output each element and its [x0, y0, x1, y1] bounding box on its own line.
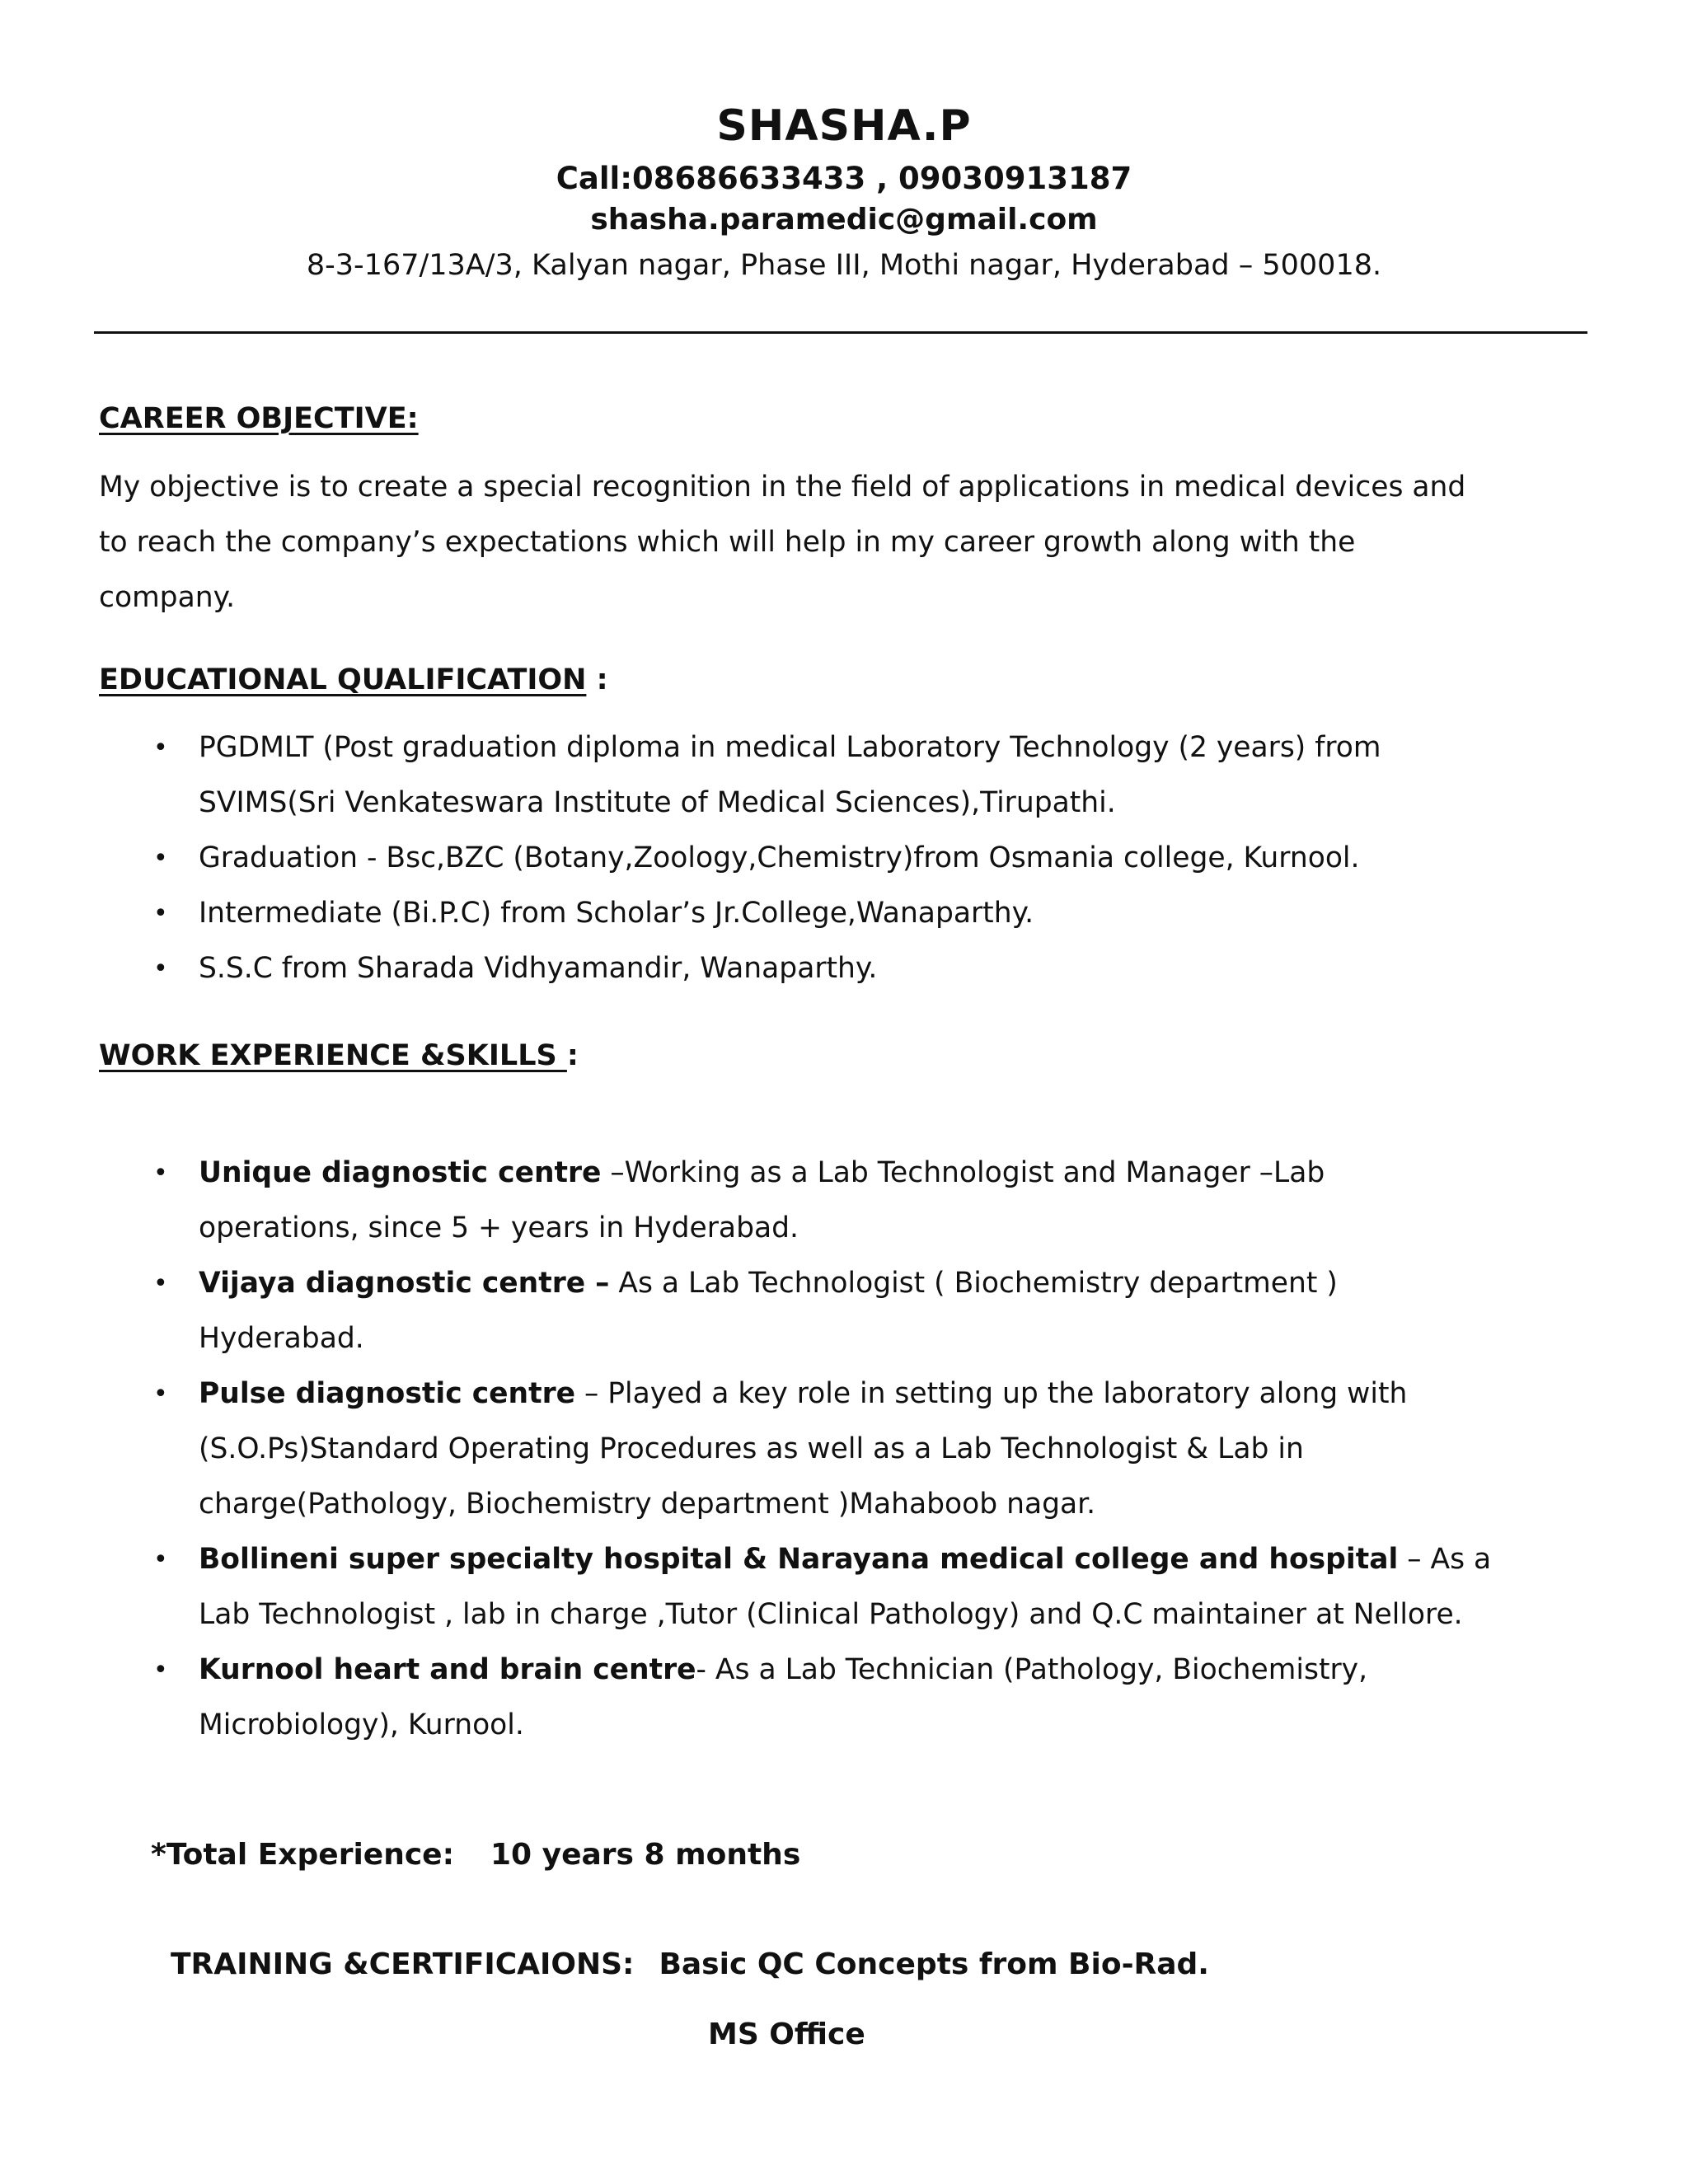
role-text: –Working as a Lab Technologist and Manager –Lab [601, 1156, 1325, 1189]
bullet-icon: • [153, 954, 168, 983]
bullet-icon: • [153, 1656, 168, 1685]
bullet-icon: • [153, 844, 168, 873]
header-divider [94, 331, 1587, 334]
work-experience-heading [99, 1036, 579, 1076]
training-item: Basic QC Concepts from Bio-Rad. [659, 1947, 1209, 1981]
education-heading [99, 660, 608, 700]
education-title: EDUCATIONAL QUALIFICATION [99, 663, 587, 696]
postal-address: 8-3-167/13A/3, Kalyan nagar, Phase III, Mothi nagar, Hyderabad – 500018. [306, 249, 1382, 282]
career-objective-line: My objective is to create a special recognition in the field of applications in medical devices and [99, 471, 1466, 504]
role-text: Lab Technologist , lab in charge ,Tutor (Clinical Pathology) and Q.C maintainer at Nellore. [199, 1598, 1463, 1631]
role-text: – Played a key role in setting up the laboratory along with [575, 1377, 1408, 1410]
bullet-icon: • [153, 1159, 168, 1188]
education-item-line: Intermediate (Bi.P.C) from Scholar’s Jr.College,Wanaparthy. [199, 897, 1034, 930]
list-item [99, 1643, 1582, 1753]
career-objective-line: to reach the company’s expectations which will help in my career growth along with the [99, 526, 1356, 559]
role-text: - As a Lab Technician (Pathology, Biochemistry, [696, 1653, 1368, 1686]
role-text: – As a [1398, 1543, 1492, 1576]
role-text: charge(Pathology, Biochemistry department )Mahaboob nagar. [199, 1488, 1096, 1521]
career-objective-heading [99, 399, 419, 438]
bullet-icon: • [153, 899, 168, 928]
employer-name: Unique diagnostic centre [199, 1156, 602, 1189]
employer-name: Kurnool heart and brain centre [199, 1653, 696, 1686]
employer-name: Bollineni super specialty hospital & Narayana medical college and hospital [199, 1543, 1399, 1576]
education-title-suffix: : [586, 663, 608, 696]
list-item [99, 1256, 1582, 1366]
education-item-line: SVIMS(Sri Venkateswara Institute of Medical Sciences),Tirupathi. [199, 786, 1116, 819]
career-objective-text [99, 460, 1582, 626]
list-item [99, 941, 1582, 996]
bullet-icon: • [153, 733, 168, 762]
employer-name: Vijaya diagnostic centre – [199, 1267, 610, 1300]
role-text: Microbiology), Kurnool. [199, 1708, 524, 1741]
list-item [99, 1366, 1582, 1532]
candidate-name: SHASHA.P [716, 101, 972, 151]
training-item: MS Office [708, 2018, 865, 2051]
role-text: (S.O.Ps)Standard Operating Procedures as well as a Lab Technologist & Lab in [199, 1432, 1304, 1465]
education-list [99, 720, 1582, 996]
work-experience-title-suffix: : [566, 1039, 579, 1072]
list-item [99, 886, 1582, 941]
list-item [99, 720, 1582, 831]
list-item [99, 831, 1582, 886]
education-item-line: Graduation - Bsc,BZC (Botany,Zoology,Chemistry)from Osmania college, Kurnool. [199, 841, 1360, 874]
career-objective-line: company. [99, 581, 236, 614]
list-item [99, 1532, 1582, 1643]
total-experience [151, 1834, 800, 1877]
career-objective-title: CAREER OBJECTIVE: [99, 402, 419, 435]
bullet-icon: • [153, 1545, 168, 1574]
training-label: TRAINING &CERTIFICAIONS: [171, 1947, 635, 1981]
role-text: operations, since 5 + years in Hyderabad. [199, 1212, 799, 1244]
role-text: As a Lab Technologist ( Biochemistry department ) [609, 1267, 1338, 1300]
work-experience-list [99, 1146, 1582, 1753]
education-item-line: PGDMLT (Post graduation diploma in medical Laboratory Technology (2 years) from [199, 731, 1381, 764]
training-certifications [171, 1943, 1209, 1986]
bullet-icon: • [153, 1269, 168, 1298]
total-experience-value: 10 years 8 months [490, 1838, 801, 1872]
list-item [99, 1146, 1582, 1256]
resume-header [0, 97, 1688, 288]
bullet-icon: • [153, 1380, 168, 1408]
employer-name: Pulse diagnostic centre [199, 1377, 576, 1410]
role-text: Hyderabad. [199, 1322, 364, 1355]
phone-numbers: Call:08686633433 , 09030913187 [556, 161, 1132, 196]
work-experience-title: WORK EXPERIENCE &SKILLS [99, 1039, 567, 1072]
email-address: shasha.paramedic@gmail.com [590, 203, 1098, 237]
total-experience-label: *Total Experience: [151, 1838, 454, 1872]
education-item-line: S.S.C from Sharada Vidhyamandir, Wanaparthy. [199, 952, 878, 985]
